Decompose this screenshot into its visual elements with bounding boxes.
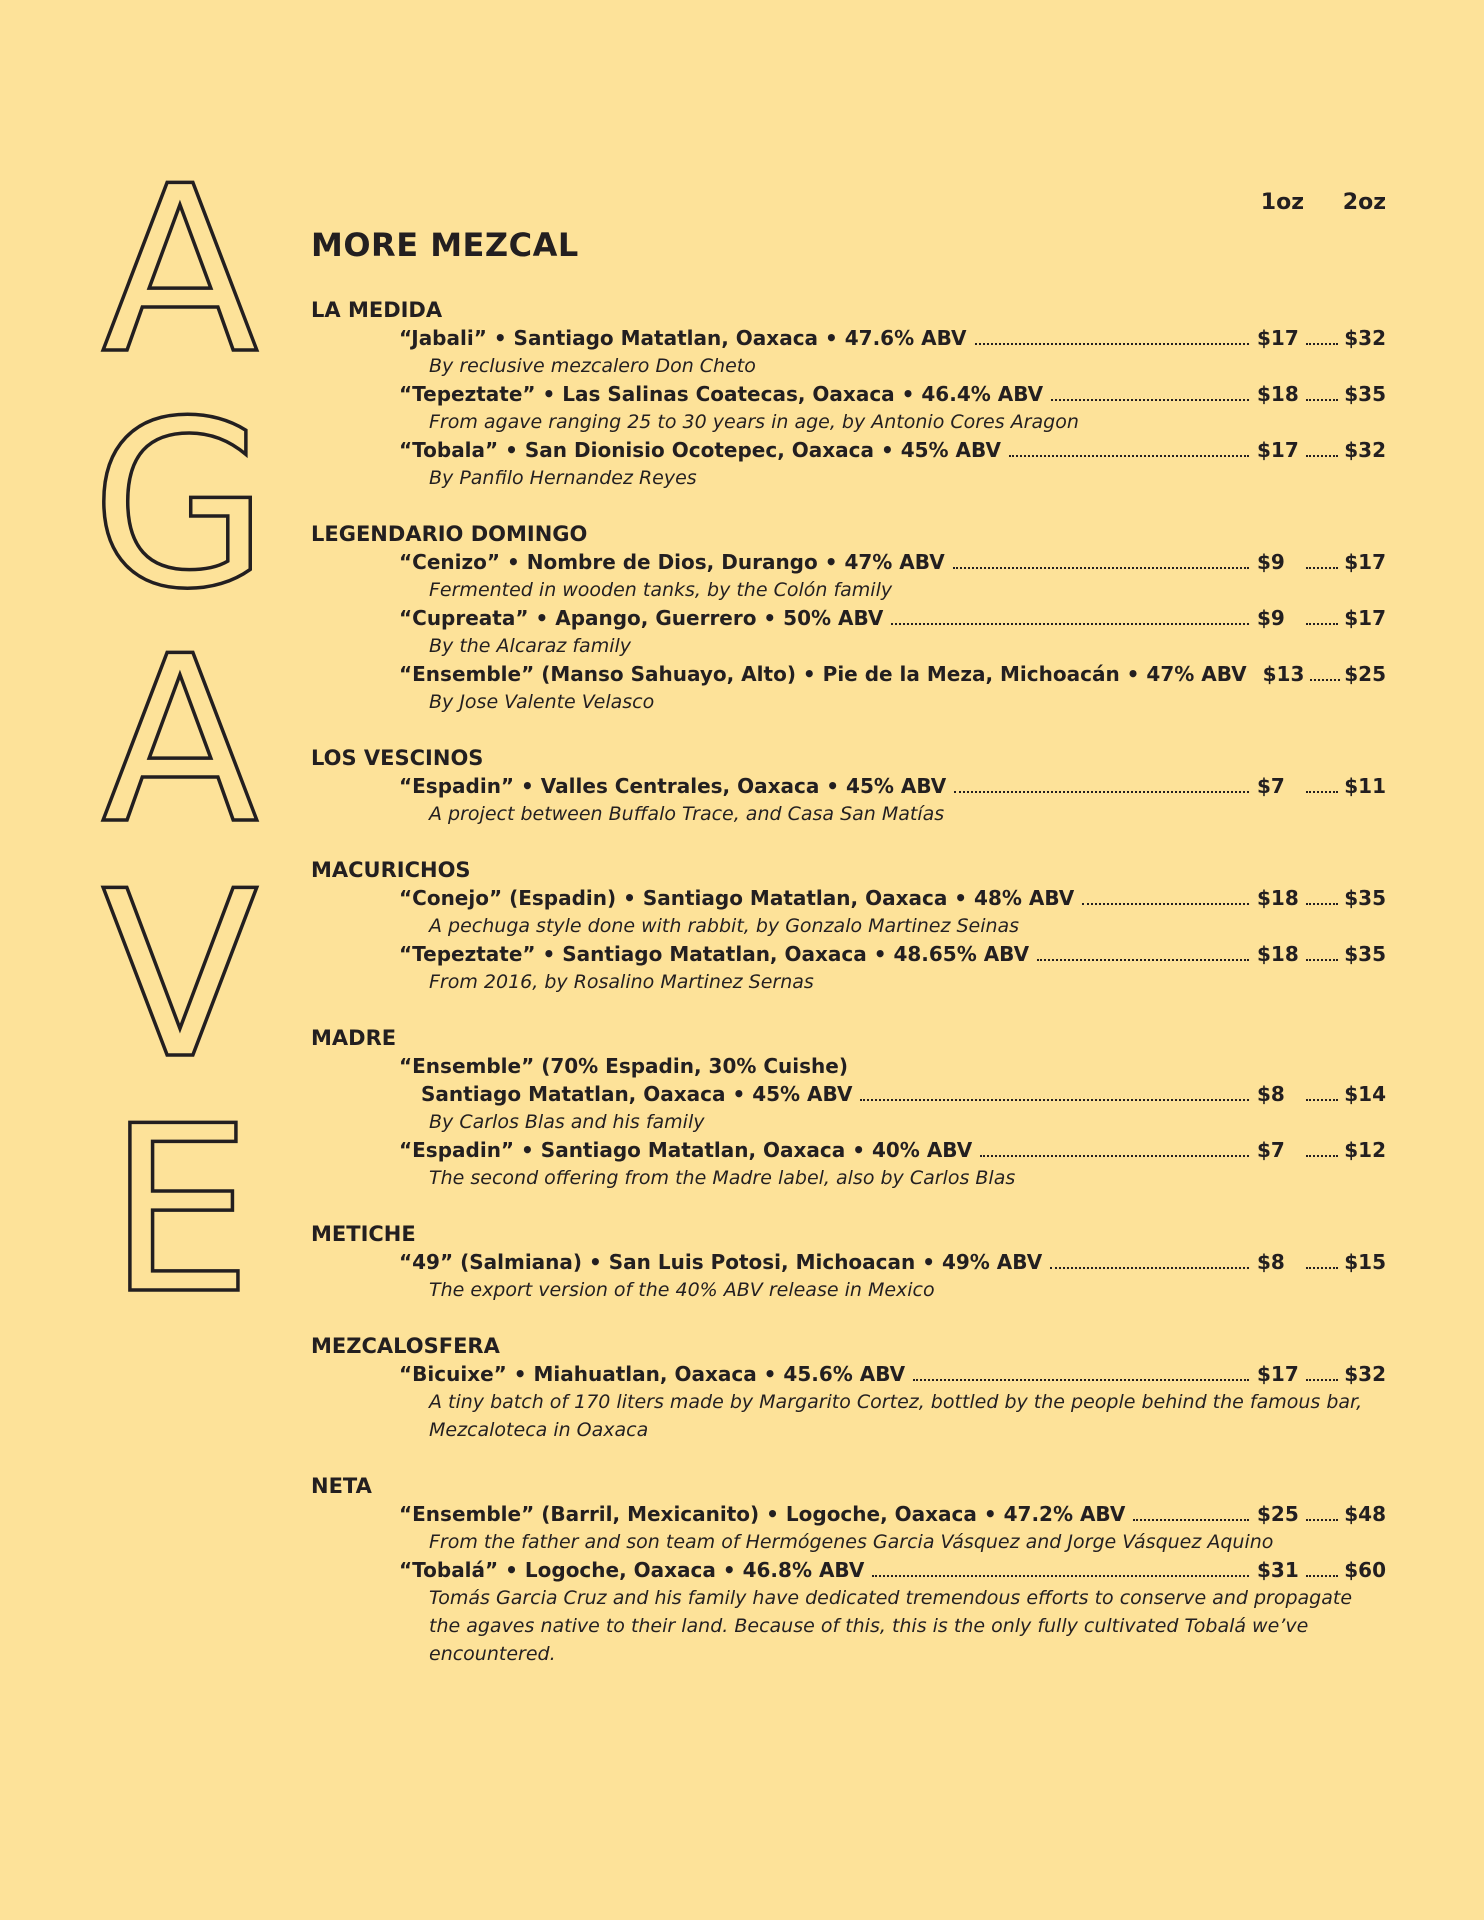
dot-leader <box>1306 959 1338 961</box>
dot-leader <box>1050 1267 1249 1269</box>
price-1oz: $9 <box>1257 550 1285 574</box>
mezcal-item <box>311 940 1386 968</box>
tasting-note: From the father and son team of Hermógenes Garcia Vásquez and Jorge Vásquez Aquino <box>429 1531 1274 1553</box>
dot-leader <box>1306 455 1338 457</box>
price-2oz: $17 <box>1344 550 1386 574</box>
dot-leader <box>1082 903 1249 905</box>
price-2oz: $11 <box>1344 774 1386 798</box>
mezcal-name: “49” (Salmiana) • San Luis Potosi, Michoacan • 49% ABV <box>399 1250 1043 1274</box>
size-2oz-header: 2oz <box>1342 190 1386 215</box>
mezcal-menu <box>311 190 1386 1890</box>
price-2oz: $35 <box>1344 382 1386 406</box>
producer-name: METICHE <box>311 1222 416 1246</box>
mezcal-name: “Ensemble” (Manso Sahuayo, Alto) • Pie de la Meza, Michoacán • 47% ABV <box>399 662 1247 686</box>
dot-leader <box>860 1099 1249 1101</box>
producer-section <box>311 744 1386 828</box>
mezcal-name: “Espadin” • Valles Centrales, Oaxaca • 45% ABV <box>399 774 947 798</box>
price-1oz: $31 <box>1257 1558 1299 1582</box>
agave-vertical-wordmark <box>90 138 270 1345</box>
tasting-note: From agave ranging 25 to 30 years in age, by Antonio Cores Aragon <box>429 411 1079 433</box>
producer-section <box>311 1332 1386 1444</box>
dot-leader <box>1306 1379 1338 1381</box>
tasting-note: A pechuga style done with rabbit, by Gonzalo Martinez Seinas <box>429 915 1020 937</box>
mezcal-item <box>311 884 1386 912</box>
mezcal-name: Santiago Matatlan, Oaxaca • 45% ABV <box>421 1082 853 1106</box>
dot-leader <box>1037 959 1249 961</box>
mezcal-name: “Bicuixe” • Miahuatlan, Oaxaca • 45.6% ABV <box>399 1362 906 1386</box>
price-1oz: $8 <box>1257 1250 1285 1274</box>
dot-leader <box>913 1379 1249 1381</box>
mezcal-name: “Tobalá” • Logoche, Oaxaca • 46.8% ABV <box>399 1558 865 1582</box>
dot-leader <box>1306 567 1338 569</box>
mezcal-name-line: “Ensemble” (70% Espadin, 30% Cuishe) <box>399 1054 848 1078</box>
mezcal-name: “Tepeztate” • Santiago Matatlan, Oaxaca • 48.65% ABV <box>399 942 1030 966</box>
dot-leader <box>1009 455 1249 457</box>
dot-leader <box>1306 1155 1338 1157</box>
price-2oz: $35 <box>1344 886 1386 910</box>
mezcal-name: “Espadin” • Santiago Matatlan, Oaxaca • 40% ABV <box>399 1138 973 1162</box>
price-2oz: $60 <box>1344 1558 1386 1582</box>
mezcal-name: “Tobala” • San Dionisio Ocotepec, Oaxaca • 45% ABV <box>399 438 1001 462</box>
producer-section <box>311 296 1386 492</box>
mezcal-name: “Conejo” (Espadin) • Santiago Matatlan, Oaxaca • 48% ABV <box>399 886 1075 910</box>
mezcal-name: “Tepeztate” • Las Salinas Coatecas, Oaxaca • 46.4% ABV <box>399 382 1044 406</box>
dot-leader <box>1310 679 1341 681</box>
tasting-note: The export version of the 40% ABV release in Mexico <box>429 1279 935 1301</box>
price-2oz: $17 <box>1344 606 1386 630</box>
price-2oz: $12 <box>1344 1138 1386 1162</box>
agave-letter: V <box>101 843 259 1110</box>
mezcal-item <box>311 548 1386 576</box>
mezcal-item <box>311 1500 1386 1528</box>
dot-leader <box>1051 399 1249 401</box>
agave-letter: A <box>101 608 259 875</box>
mezcal-item <box>311 1248 1386 1276</box>
size-1oz-header: 1oz <box>1260 190 1304 215</box>
dot-leader <box>1306 343 1338 345</box>
dot-leader <box>872 1575 1249 1577</box>
mezcal-item <box>311 1556 1386 1584</box>
price-2oz: $25 <box>1344 662 1387 686</box>
dot-leader <box>1133 1519 1249 1521</box>
price-1oz: $9 <box>1257 606 1285 630</box>
producer-name: LA MEDIDA <box>311 298 443 322</box>
tasting-note: By reclusive mezcalero Don Cheto <box>429 355 756 377</box>
tasting-note: Fermented in wooden tanks, by the Colón family <box>429 579 893 601</box>
menu-sections <box>311 296 1386 1696</box>
mezcal-item <box>311 1080 1386 1108</box>
dot-leader <box>980 1155 1249 1157</box>
tasting-note: The second offering from the Madre label, also by Carlos Blas <box>429 1167 1016 1189</box>
mezcal-item <box>311 324 1386 352</box>
mezcal-item <box>311 660 1386 688</box>
producer-section <box>311 1220 1386 1304</box>
agave-letter: A <box>101 138 259 405</box>
price-1oz: $7 <box>1257 774 1285 798</box>
price-1oz: $17 <box>1257 326 1299 350</box>
mezcal-name: “Ensemble” (Barril, Mexicanito) • Logoche, Oaxaca • 47.2% ABV <box>399 1502 1126 1526</box>
dot-leader <box>1306 623 1338 625</box>
mezcal-name: “Jabali” • Santiago Matatlan, Oaxaca • 47.6% ABV <box>399 326 967 350</box>
price-2oz: $35 <box>1344 942 1386 966</box>
price-1oz: $17 <box>1257 1362 1299 1386</box>
tasting-note: By Carlos Blas and his family <box>429 1111 705 1133</box>
mezcal-item <box>311 1360 1386 1388</box>
tasting-note: By Jose Valente Velasco <box>429 691 655 713</box>
mezcal-item <box>311 436 1386 464</box>
producer-section <box>311 1472 1386 1668</box>
dot-leader <box>1306 1575 1338 1577</box>
tasting-note: Tomás Garcia Cruz and his family have dedicated tremendous efforts to conserve and propagate the agaves native to their land. Because of this, this is the only fully cultivated Tobalá we’ve encountered. <box>429 1587 1353 1665</box>
producer-name: LEGENDARIO DOMINGO <box>311 522 588 546</box>
price-2oz: $32 <box>1344 1362 1386 1386</box>
price-1oz: $18 <box>1257 942 1299 966</box>
producer-name: LOS VESCINOS <box>311 746 484 770</box>
mezcal-item <box>311 772 1386 800</box>
price-1oz: $7 <box>1257 1138 1285 1162</box>
producer-name: MADRE <box>311 1026 397 1050</box>
price-2oz: $32 <box>1344 438 1386 462</box>
dot-leader <box>975 343 1250 345</box>
mezcal-name: “Cupreata” • Apango, Guerrero • 50% ABV <box>399 606 884 630</box>
producer-name: MACURICHOS <box>311 858 471 882</box>
price-2oz: $32 <box>1344 326 1386 350</box>
dot-leader <box>891 623 1249 625</box>
producer-section <box>311 1024 1386 1192</box>
price-1oz: $17 <box>1257 438 1299 462</box>
dot-leader <box>1306 791 1338 793</box>
dot-leader <box>1306 903 1338 905</box>
mezcal-item <box>311 1136 1386 1164</box>
dot-leader <box>1306 1267 1338 1269</box>
mezcal-name: “Cenizo” • Nombre de Dios, Durango • 47% ABV <box>399 550 945 574</box>
price-2oz: $48 <box>1344 1502 1386 1526</box>
price-2oz: $14 <box>1344 1082 1386 1106</box>
tasting-note: From 2016, by Rosalino Martinez Sernas <box>429 971 814 993</box>
dot-leader <box>1306 1099 1338 1101</box>
agave-letter: G <box>90 373 270 640</box>
producer-section <box>311 856 1386 996</box>
price-1oz: $25 <box>1257 1502 1299 1526</box>
dot-leader <box>1306 1519 1338 1521</box>
producer-section <box>311 520 1386 716</box>
producer-name: MEZCALOSFERA <box>311 1334 500 1358</box>
tasting-note: By the Alcaraz family <box>429 635 632 657</box>
dot-leader <box>953 567 1249 569</box>
size-column-headers <box>1224 190 1386 218</box>
producer-name: NETA <box>311 1474 372 1498</box>
price-2oz: $15 <box>1344 1250 1386 1274</box>
price-1oz: $18 <box>1257 382 1299 406</box>
tasting-note: A project between Buffalo Trace, and Casa San Matías <box>429 803 945 825</box>
dot-leader <box>1306 399 1338 401</box>
price-1oz: $8 <box>1257 1082 1285 1106</box>
price-1oz: $13 <box>1262 662 1305 686</box>
mezcal-item <box>311 380 1386 408</box>
mezcal-item <box>311 604 1386 632</box>
price-1oz: $18 <box>1257 886 1299 910</box>
page-title: MORE MEZCAL <box>311 226 579 264</box>
tasting-note: A tiny batch of 170 liters made by Margarito Cortez, bottled by the people behind the famous bar, Mezcaloteca in Oaxaca <box>429 1391 1363 1441</box>
dot-leader <box>954 791 1249 793</box>
tasting-note: By Panfilo Hernandez Reyes <box>429 467 697 489</box>
agave-letter: E <box>107 1078 253 1345</box>
